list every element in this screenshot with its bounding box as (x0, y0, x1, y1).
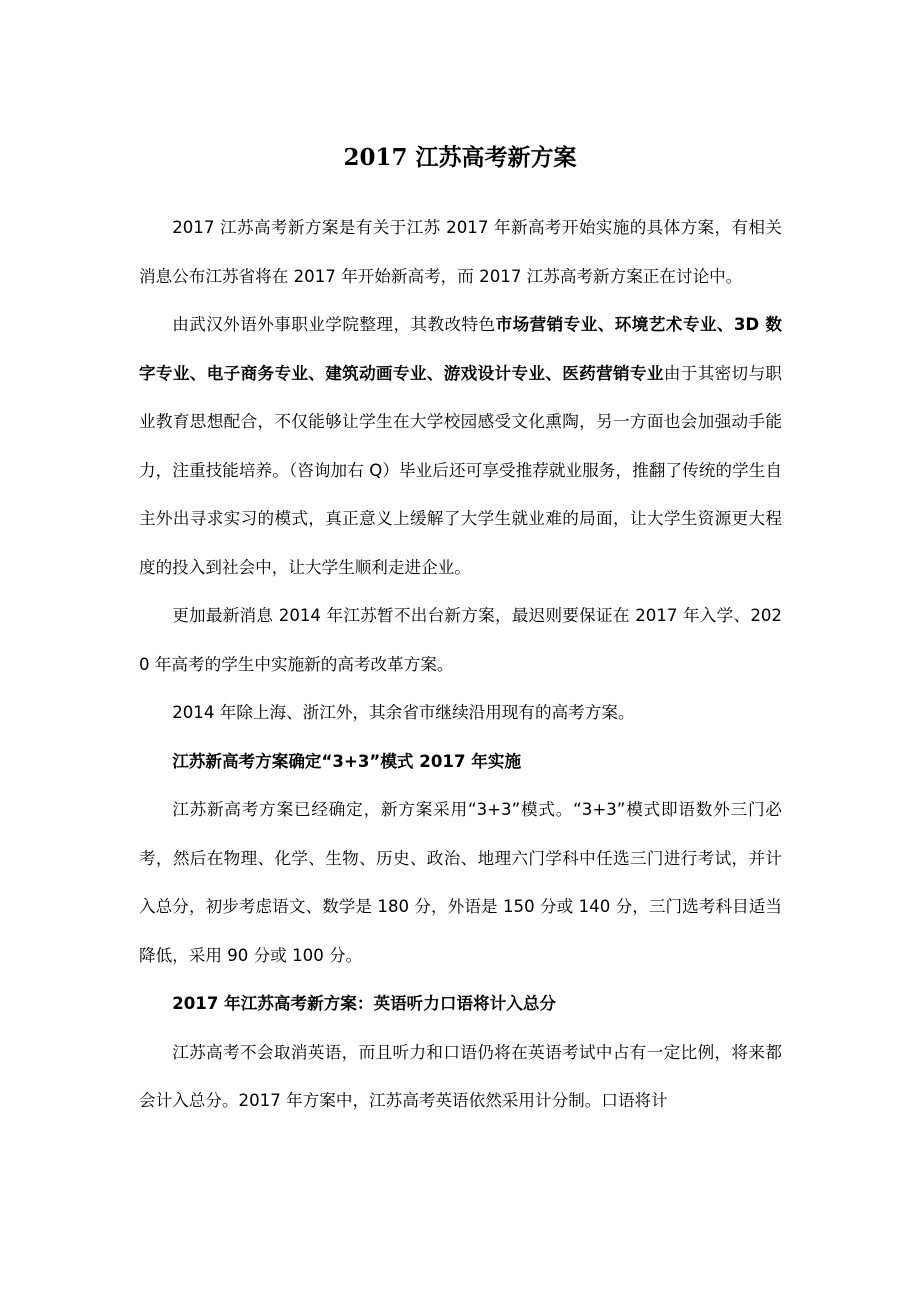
paragraph-2014: 2014 年除上海、浙江外，其余省市继续沿用现有的高考方案。 (172, 703, 635, 722)
section-heading-english: 2017 年江苏高考新方案：英语听力口语将计入总分 (172, 994, 557, 1013)
paragraph-school (139, 301, 782, 592)
paragraph-school-rest: 由于其密切与职业教育思想配合，不仅能够让学生在大学校园感受文化熏陶，另一方面也会加强动手能力，注重技能培养。（咨询加右 Q）毕业后还可享受推荐就业服务，推翻了传统的学生自主外出寻求实习的模式，真正意义上缓解了大学生就业难的局面，让大学生资源更大程度的投入到社会中，让大学生顺利走进企业。 (139, 363, 783, 577)
paragraph-english: 江苏高考不会取消英语，而且听力和口语仍将在英语考试中占有一定比例，将来都会计入总分。2017 年方案中，江苏高考英语依然采用计分制。口语将计 (139, 1042, 782, 1110)
highlighted-majors: 市场营销专业、环境艺术专业、3D 数字专业、电子商务专业、建筑动画专业、游戏设计专业、医药营销专业 (139, 315, 783, 383)
paragraph-latest-news: 更加最新消息 2014 年江苏暂不出台新方案，最迟则要保证在 2017 年入学、2020 年高考的学生中实施新的高考改革方案。 (139, 606, 782, 674)
paragraph-intro: 2017 江苏高考新方案是有关于江苏 2017 年新高考开始实施的具体方案，有相关消息公布江苏省将在 2017 年开始新高考，而 2017 江苏高考新方案正在讨论中。 (139, 218, 782, 286)
paragraph-school-lead: 由武汉外语外事职业学院整理，其教改特色 (172, 315, 496, 334)
document-body (139, 204, 782, 1126)
document-title: 2017 江苏高考新方案 (343, 144, 577, 171)
section-heading-3plus3: 江苏新高考方案确定“3+3”模式 2017 年实施 (172, 751, 522, 771)
paragraph-3plus3: 江苏新高考方案已经确定，新方案采用“3+3”模式。“3+3”模式即语数外三门必考，然后在物理、化学、生物、历史、政治、地理六门学科中任选三门进行考试，并计入总分，初步考虑语文、数学是 180 分，外语是 150 分或 140 分，三门选考科目适当降低，采用 90 分或 100 分。 (139, 800, 782, 965)
